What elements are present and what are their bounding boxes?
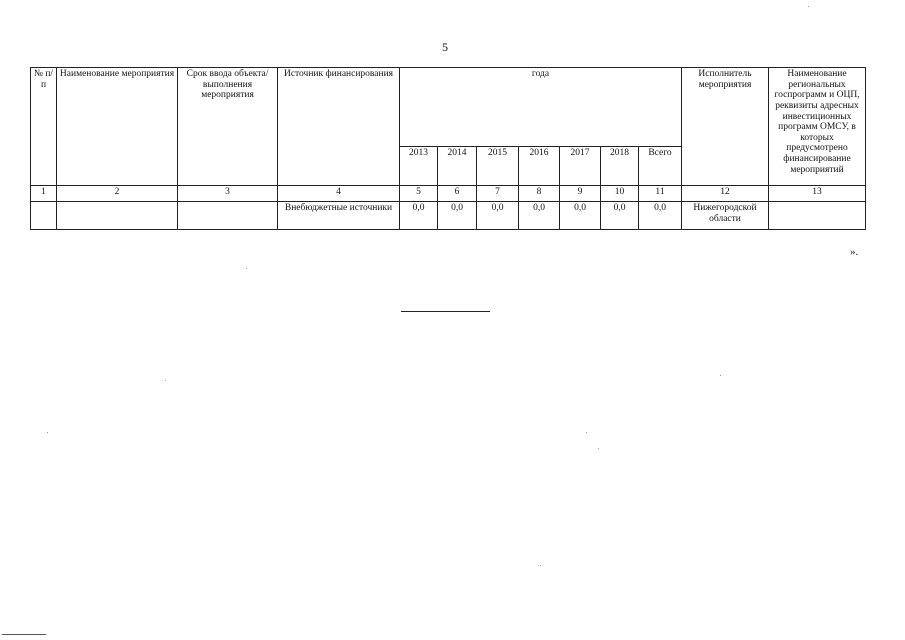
column-number: 5 [400,186,438,202]
column-number: 4 [278,186,400,202]
year-2014: 2014 [438,147,477,186]
column-number: 13 [769,186,866,202]
column-number: 10 [601,186,639,202]
column-number: 1 [31,186,57,202]
end-rule [401,311,490,312]
scan-speck [598,448,599,449]
row-value-2013: 0,0 [400,202,438,230]
column-number: 12 [682,186,769,202]
header-programs: Наименование региональных госпрограмм и ОЦП, реквизиты адресных инвестиционных программ ОМСУ, в которых предусмотрено финансирование мероприятий [769,68,866,186]
year-2018: 2018 [601,147,639,186]
row-number [31,202,57,230]
header-years-group: года [400,68,682,147]
header-number: № п/п [31,68,57,186]
header-deadline: Срок ввода объекта/выполнения мероприятия [178,68,278,186]
activities-table [30,67,866,230]
column-number-row [31,186,866,202]
row-activity-name [57,202,178,230]
scan-speck [246,268,247,269]
column-number: 7 [477,186,519,202]
row-value-2015: 0,0 [477,202,519,230]
column-number: 3 [178,186,278,202]
row-value-2016: 0,0 [519,202,560,230]
closing-quote-mark: ». [850,246,859,258]
scan-speck [586,432,587,433]
row-deadline [178,202,278,230]
column-number: 2 [57,186,178,202]
header-executor: Исполнитель мероприятия [682,68,769,186]
scan-speck [540,565,541,566]
column-number: 6 [438,186,477,202]
row-funding-source: Внебюджетные источники [278,202,400,230]
header-activity-name: Наименование мероприятия [57,68,178,186]
table-row [31,202,866,230]
scan-speck [47,432,48,433]
year-total: Всего [639,147,682,186]
row-executor: Нижегородской области [682,202,769,230]
scan-speck [720,375,721,376]
row-value-2018: 0,0 [601,202,639,230]
scan-speck [808,6,809,7]
year-2015: 2015 [477,147,519,186]
row-value-total: 0,0 [639,202,682,230]
year-2016: 2016 [519,147,560,186]
row-value-2017: 0,0 [560,202,601,230]
column-number: 11 [639,186,682,202]
row-programs [769,202,866,230]
year-2013: 2013 [400,147,438,186]
year-2017: 2017 [560,147,601,186]
column-number: 9 [560,186,601,202]
scan-speck [165,380,166,381]
page-number: 5 [442,40,448,54]
row-value-2014: 0,0 [438,202,477,230]
margin-mark [2,634,46,635]
column-number: 8 [519,186,560,202]
header-funding-source: Источник финансирования [278,68,400,186]
